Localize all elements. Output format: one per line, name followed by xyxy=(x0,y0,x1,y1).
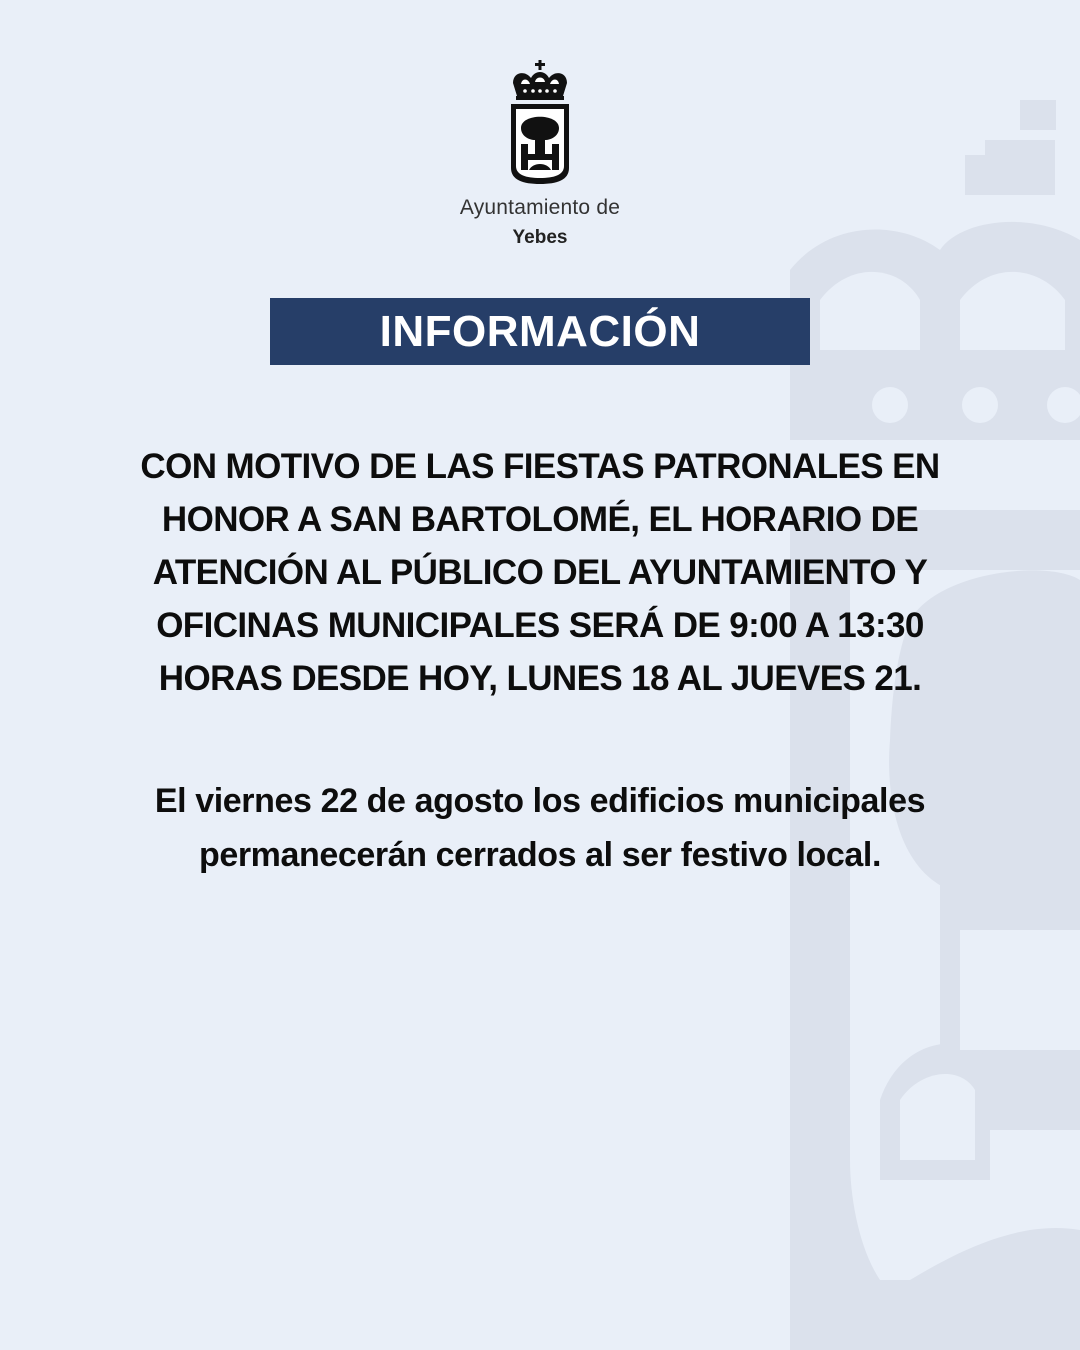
notice-line: OFICINAS MUNICIPALES SERÁ DE 9:00 A 13:30 xyxy=(156,606,924,645)
notice-line: CON MOTIVO DE LAS FIESTAS PATRONALES EN xyxy=(140,447,940,486)
notice-line: ATENCIÓN AL PÚBLICO DEL AYUNTAMIENTO Y xyxy=(152,553,928,592)
municipal-crest-icon xyxy=(505,58,575,188)
title-banner xyxy=(270,298,810,365)
closure-text xyxy=(70,774,1010,882)
crest-watermark-icon xyxy=(790,100,1080,1350)
logo-town-name: Yebes xyxy=(512,227,568,248)
notice-text xyxy=(70,440,1010,705)
notice-line: HONOR A SAN BARTOLOMÉ, EL HORARIO DE xyxy=(161,500,919,539)
logo-caption: Ayuntamiento de xyxy=(459,196,621,219)
page-title: INFORMACIÓN xyxy=(379,306,701,356)
closure-line: El viernes 22 de agosto los edificios municipales xyxy=(154,782,926,820)
notice-line: HORAS DESDE HOY, LUNES 18 AL JUEVES 21. xyxy=(158,659,922,698)
closure-line: permanecerán cerrados al ser festivo local. xyxy=(198,836,882,874)
